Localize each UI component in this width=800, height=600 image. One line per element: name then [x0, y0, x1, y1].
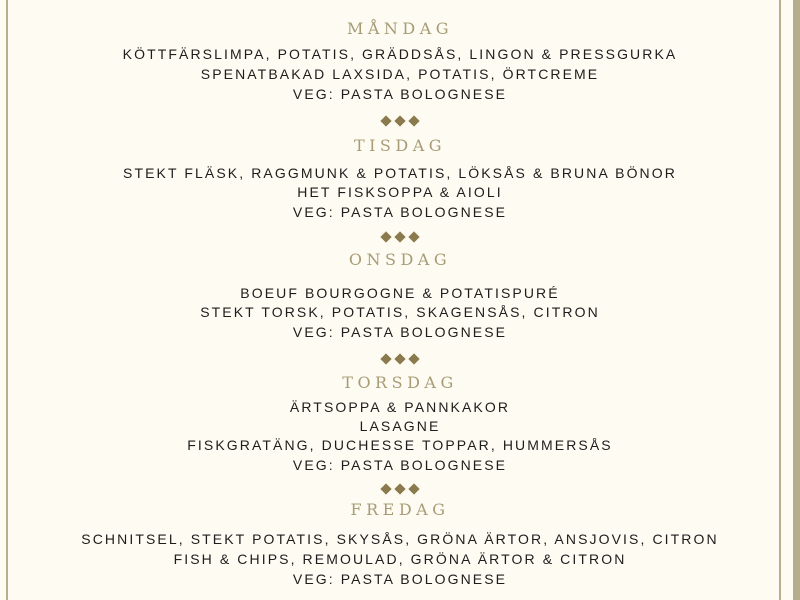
diamond-icon [380, 115, 391, 126]
dish-tuesday-1: STEKT FLÄSK, RAGGMUNK & POTATIS, LÖKSÅS & BRUNA BÖNOR [123, 165, 677, 181]
ornament-divider [0, 112, 800, 126]
dish-monday-2: SPENATBAKAD LAXSIDA, POTATIS, ÖRTCREME [200, 66, 600, 82]
day-heading-monday: MÅNDAG [346, 19, 454, 38]
dish-thursday-1: ÄRTSOPPA & PANNKAKOR [289, 399, 511, 415]
dish-wednesday-1: BOEUF BOURGOGNE & POTATISPURÉ [240, 285, 560, 301]
dish-monday-1: KÖTTFÄRSLIMPA, POTATIS, GRÄDDSÅS, LINGON & PRESSGURKA [122, 46, 678, 62]
dish-friday-1: SCHNITSEL, STEKT POTATIS, SKYSÅS, GRÖNA ÄRTOR, ANSJOVIS, CITRON [81, 531, 719, 547]
diamond-icon [380, 231, 391, 242]
dish-friday-3: VEG: PASTA BOLOGNESE [292, 571, 508, 587]
diamond-icon [408, 115, 419, 126]
dish-tuesday-2: HET FISKSOPPA & AIOLI [297, 184, 503, 200]
dish-wednesday-2: STEKT TORSK, POTATIS, SKAGENSÅS, CITRON [200, 304, 600, 320]
dish-monday-3: VEG: PASTA BOLOGNESE [292, 86, 508, 102]
day-heading-thursday: TORSDAG [342, 373, 458, 392]
diamond-icon [408, 231, 419, 242]
diamond-icon [394, 115, 405, 126]
dish-friday-2: FISH & CHIPS, REMOULAD, GRÖNA ÄRTOR & CITRON [173, 551, 627, 567]
dish-tuesday-3: VEG: PASTA BOLOGNESE [292, 204, 508, 220]
dish-thursday-2: LASAGNE [359, 418, 441, 434]
diamond-icon [394, 353, 405, 364]
diamond-icon [380, 483, 391, 494]
diamond-icon [408, 353, 419, 364]
ornament-divider [0, 480, 800, 494]
dish-thursday-3: FISKGRATÄNG, DUCHESSE TOPPAR, HUMMERSÅS [187, 437, 613, 453]
diamond-icon [408, 483, 419, 494]
day-heading-tuesday: TISDAG [353, 136, 447, 155]
ornament-divider [0, 228, 800, 242]
diamond-icon [394, 483, 405, 494]
diamond-icon [380, 353, 391, 364]
diamond-icon [394, 231, 405, 242]
dish-wednesday-3: VEG: PASTA BOLOGNESE [292, 324, 508, 340]
day-heading-friday: FREDAG [350, 500, 450, 519]
dish-thursday-4: VEG: PASTA BOLOGNESE [292, 457, 508, 473]
day-heading-wednesday: ONSDAG [348, 250, 452, 269]
ornament-divider [0, 350, 800, 364]
